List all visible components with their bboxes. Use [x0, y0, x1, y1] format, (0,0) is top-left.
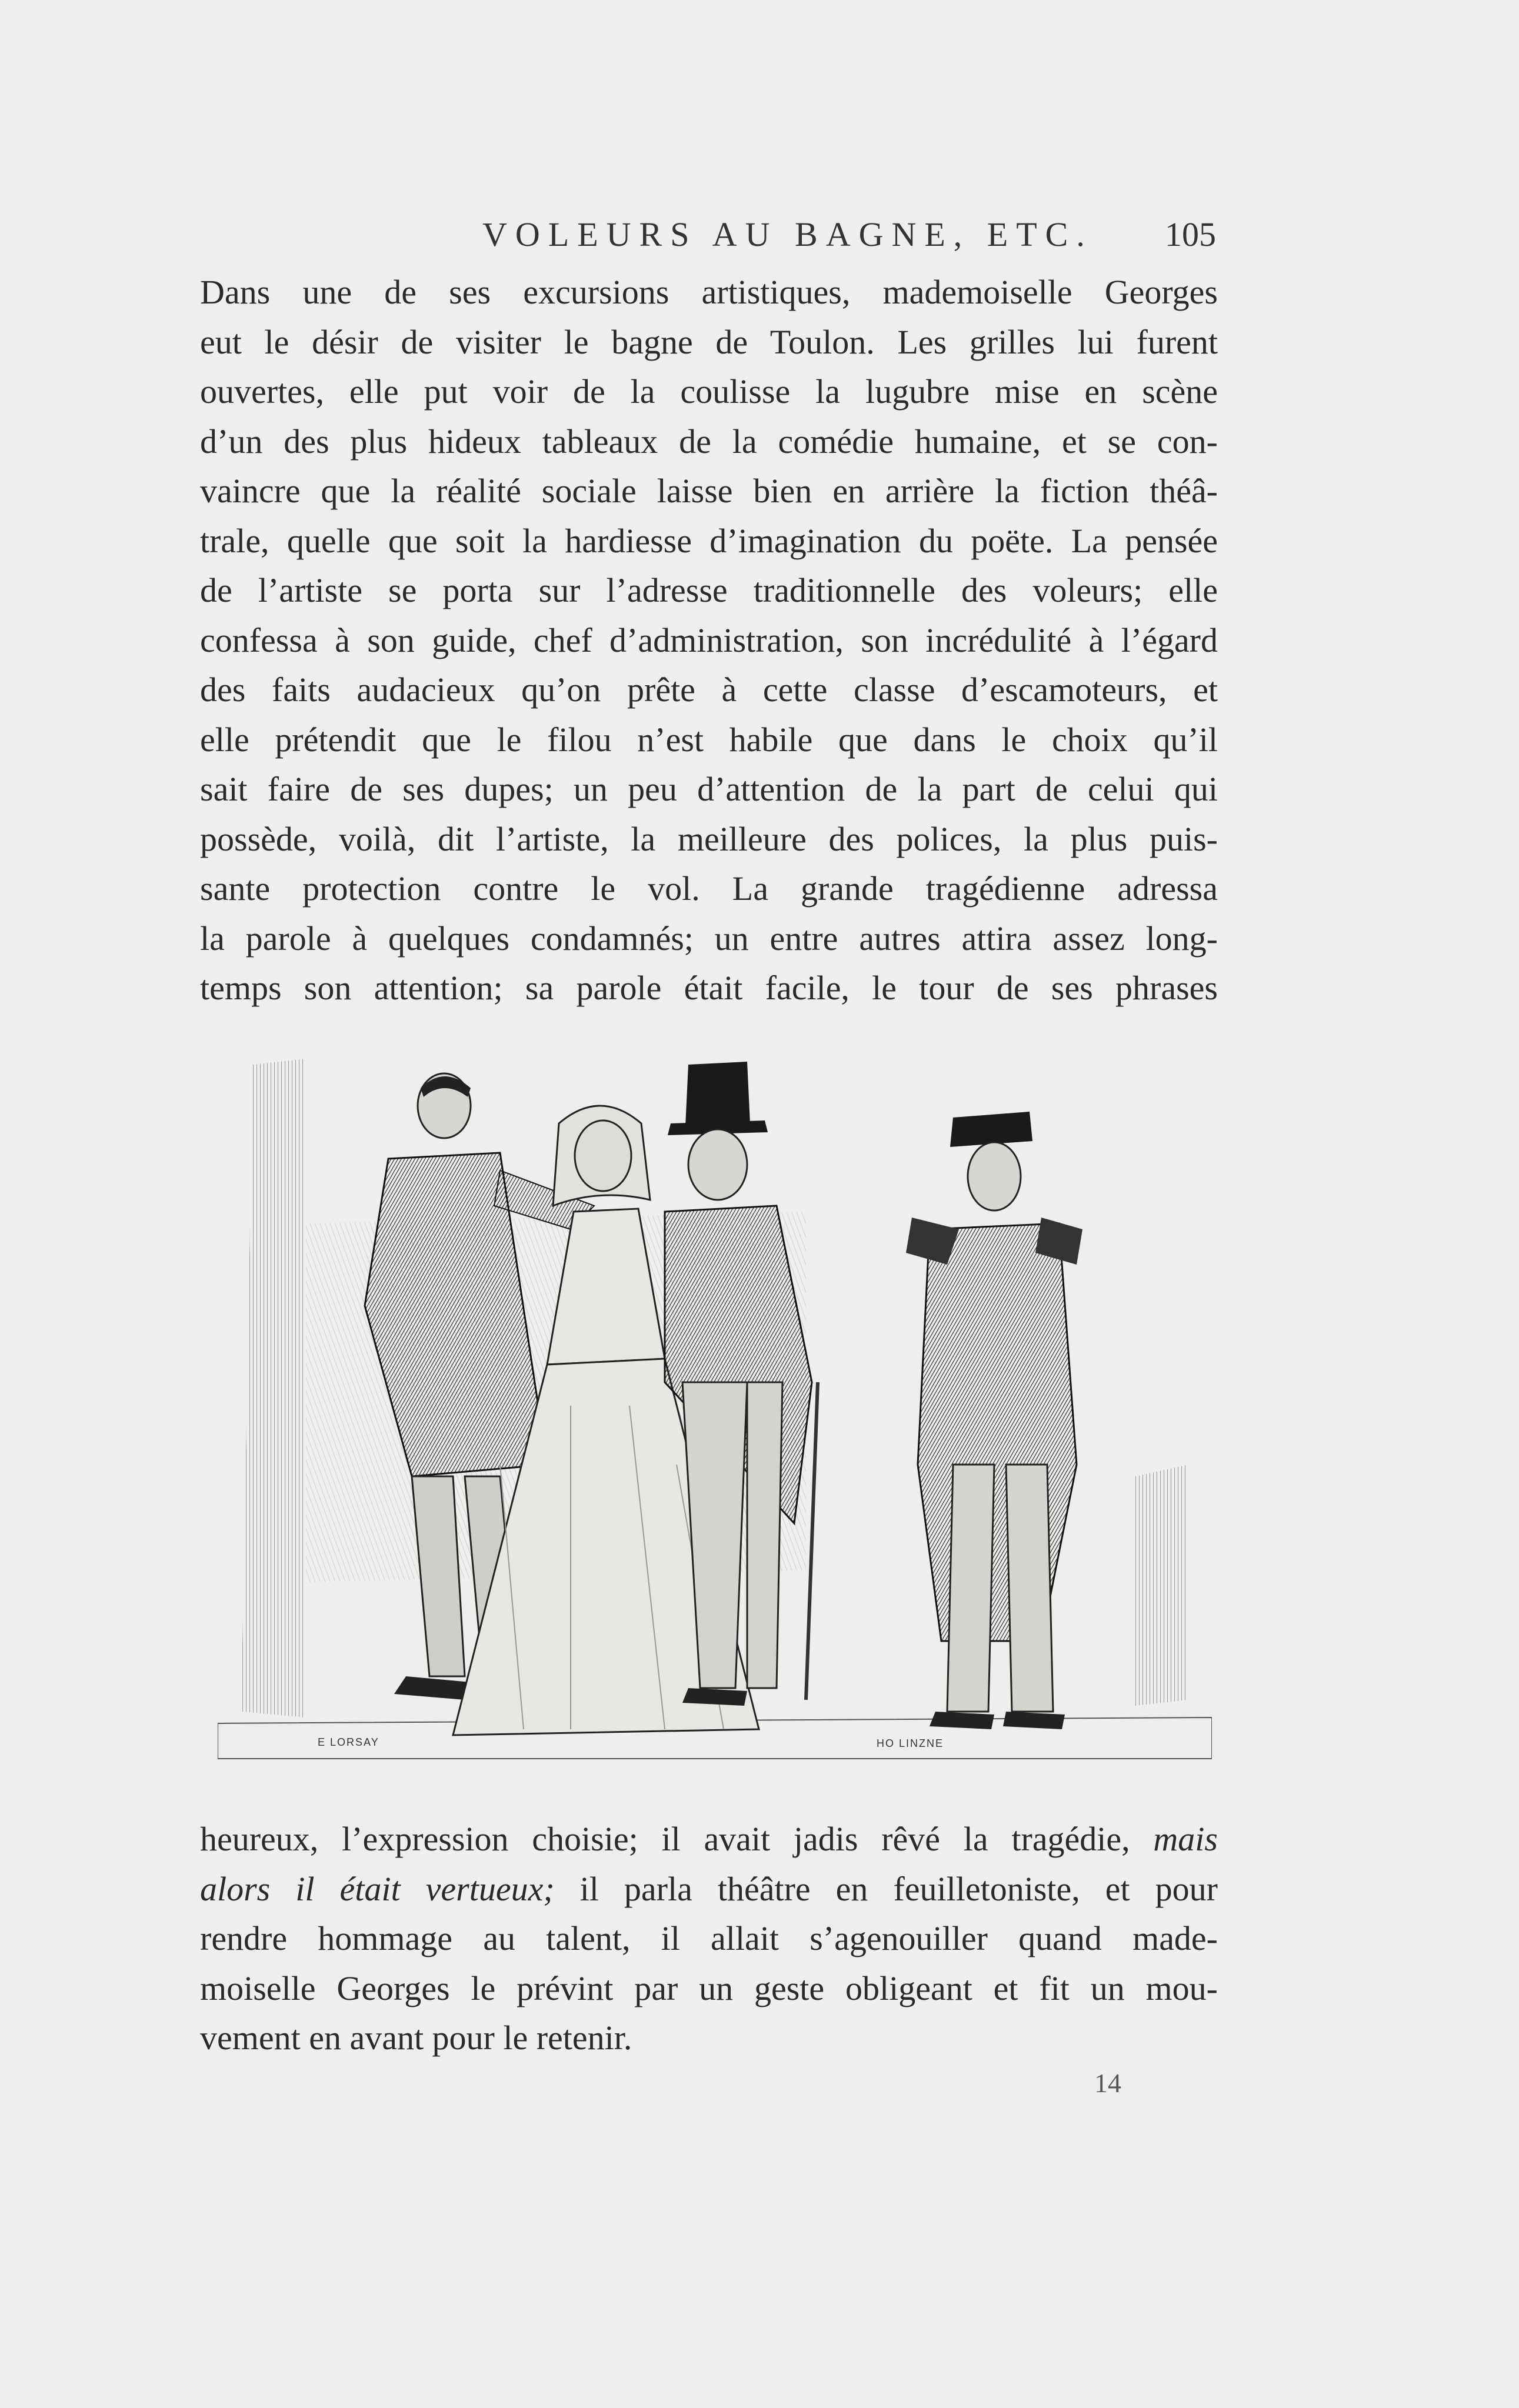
engraving-illustration: [218, 1053, 1212, 1776]
text-line: ouvertes, elle put voir de la coulisse la lugubre mise en scène: [200, 372, 1218, 411]
running-title: VOLEURS AU BAGNE, ETC.: [482, 215, 1093, 254]
text-line: temps son attention; sa parole était facile, le tour de ses phrases: [200, 969, 1218, 1007]
text-line: d’un des plus hideux tableaux de la comédie humaine, et se con-: [200, 422, 1218, 461]
text-line: confessa à son guide, chef d’administration, son incrédulité à l’égard: [200, 621, 1218, 659]
text-line: moiselle Georges le prévint par un geste obligeant et fit un mou-: [200, 1969, 1218, 2007]
text-line: rendre hommage au talent, il allait s’agenouiller quand made-: [200, 1919, 1218, 1957]
text-line: Dans une de ses excursions artistiques, mademoiselle Georges: [200, 273, 1218, 311]
text-line: de l’artiste se porta sur l’adresse traditionnelle des voleurs; elle: [200, 571, 1218, 609]
engraver-signature-right: HO LINZNE: [877, 1737, 944, 1749]
page-number: 105: [1165, 215, 1216, 254]
text-span: heureux, l’expression choisie; il avait jadis rêvé la tragédie,: [200, 1820, 1154, 1858]
text-line-last: vement en avant pour le retenir.: [200, 2019, 632, 2057]
text-line: la parole à quelques condamnés; un entre autres attira assez long-: [200, 919, 1218, 958]
printer-signature-mark: 14: [1094, 2068, 1121, 2098]
italic-span: mais: [1153, 1820, 1218, 1858]
engraver-signature-left: E LORSAY: [318, 1736, 379, 1748]
text-span: il parla théâtre en feuilletoniste, et pour: [554, 1869, 1218, 1908]
text-line: eut le désir de visiter le bagne de Toulon. Les grilles lui furent: [200, 322, 1218, 361]
wall-left: [241, 1059, 306, 1717]
text-line: sante protection contre le vol. La grande tragédienne adressa: [200, 869, 1218, 908]
text-line: trale, quelle que soit la hardiesse d’imagination du poëte. La pensée: [200, 521, 1218, 560]
text-line: [200, 1815, 1218, 1865]
wall-right: [1135, 1465, 1188, 1706]
text-line: vaincre que la réalité sociale laisse bien en arrière la fiction théâ-: [200, 472, 1218, 510]
paragraph-1: [200, 268, 1218, 1013]
engraving-svg: [218, 1053, 1212, 1776]
text-line: des faits audacieux qu’on prête à cette classe d’escamoteurs, et: [200, 671, 1218, 709]
text-line: possède, voilà, dit l’artiste, la meilleure des polices, la plus puis-: [200, 819, 1218, 858]
text-line: [200, 1865, 1218, 1915]
italic-span: alors il était vertueux;: [200, 1869, 555, 1908]
text-line: sait faire de ses dupes; un peu d’attention de la part de celui qui: [200, 770, 1218, 808]
paragraph-2: [200, 1815, 1218, 2063]
text-line: elle prétendit que le filou n’est habile que dans le choix qu’il: [200, 720, 1218, 759]
page-header: [0, 215, 1519, 256]
figure-guard: [906, 1112, 1082, 1729]
